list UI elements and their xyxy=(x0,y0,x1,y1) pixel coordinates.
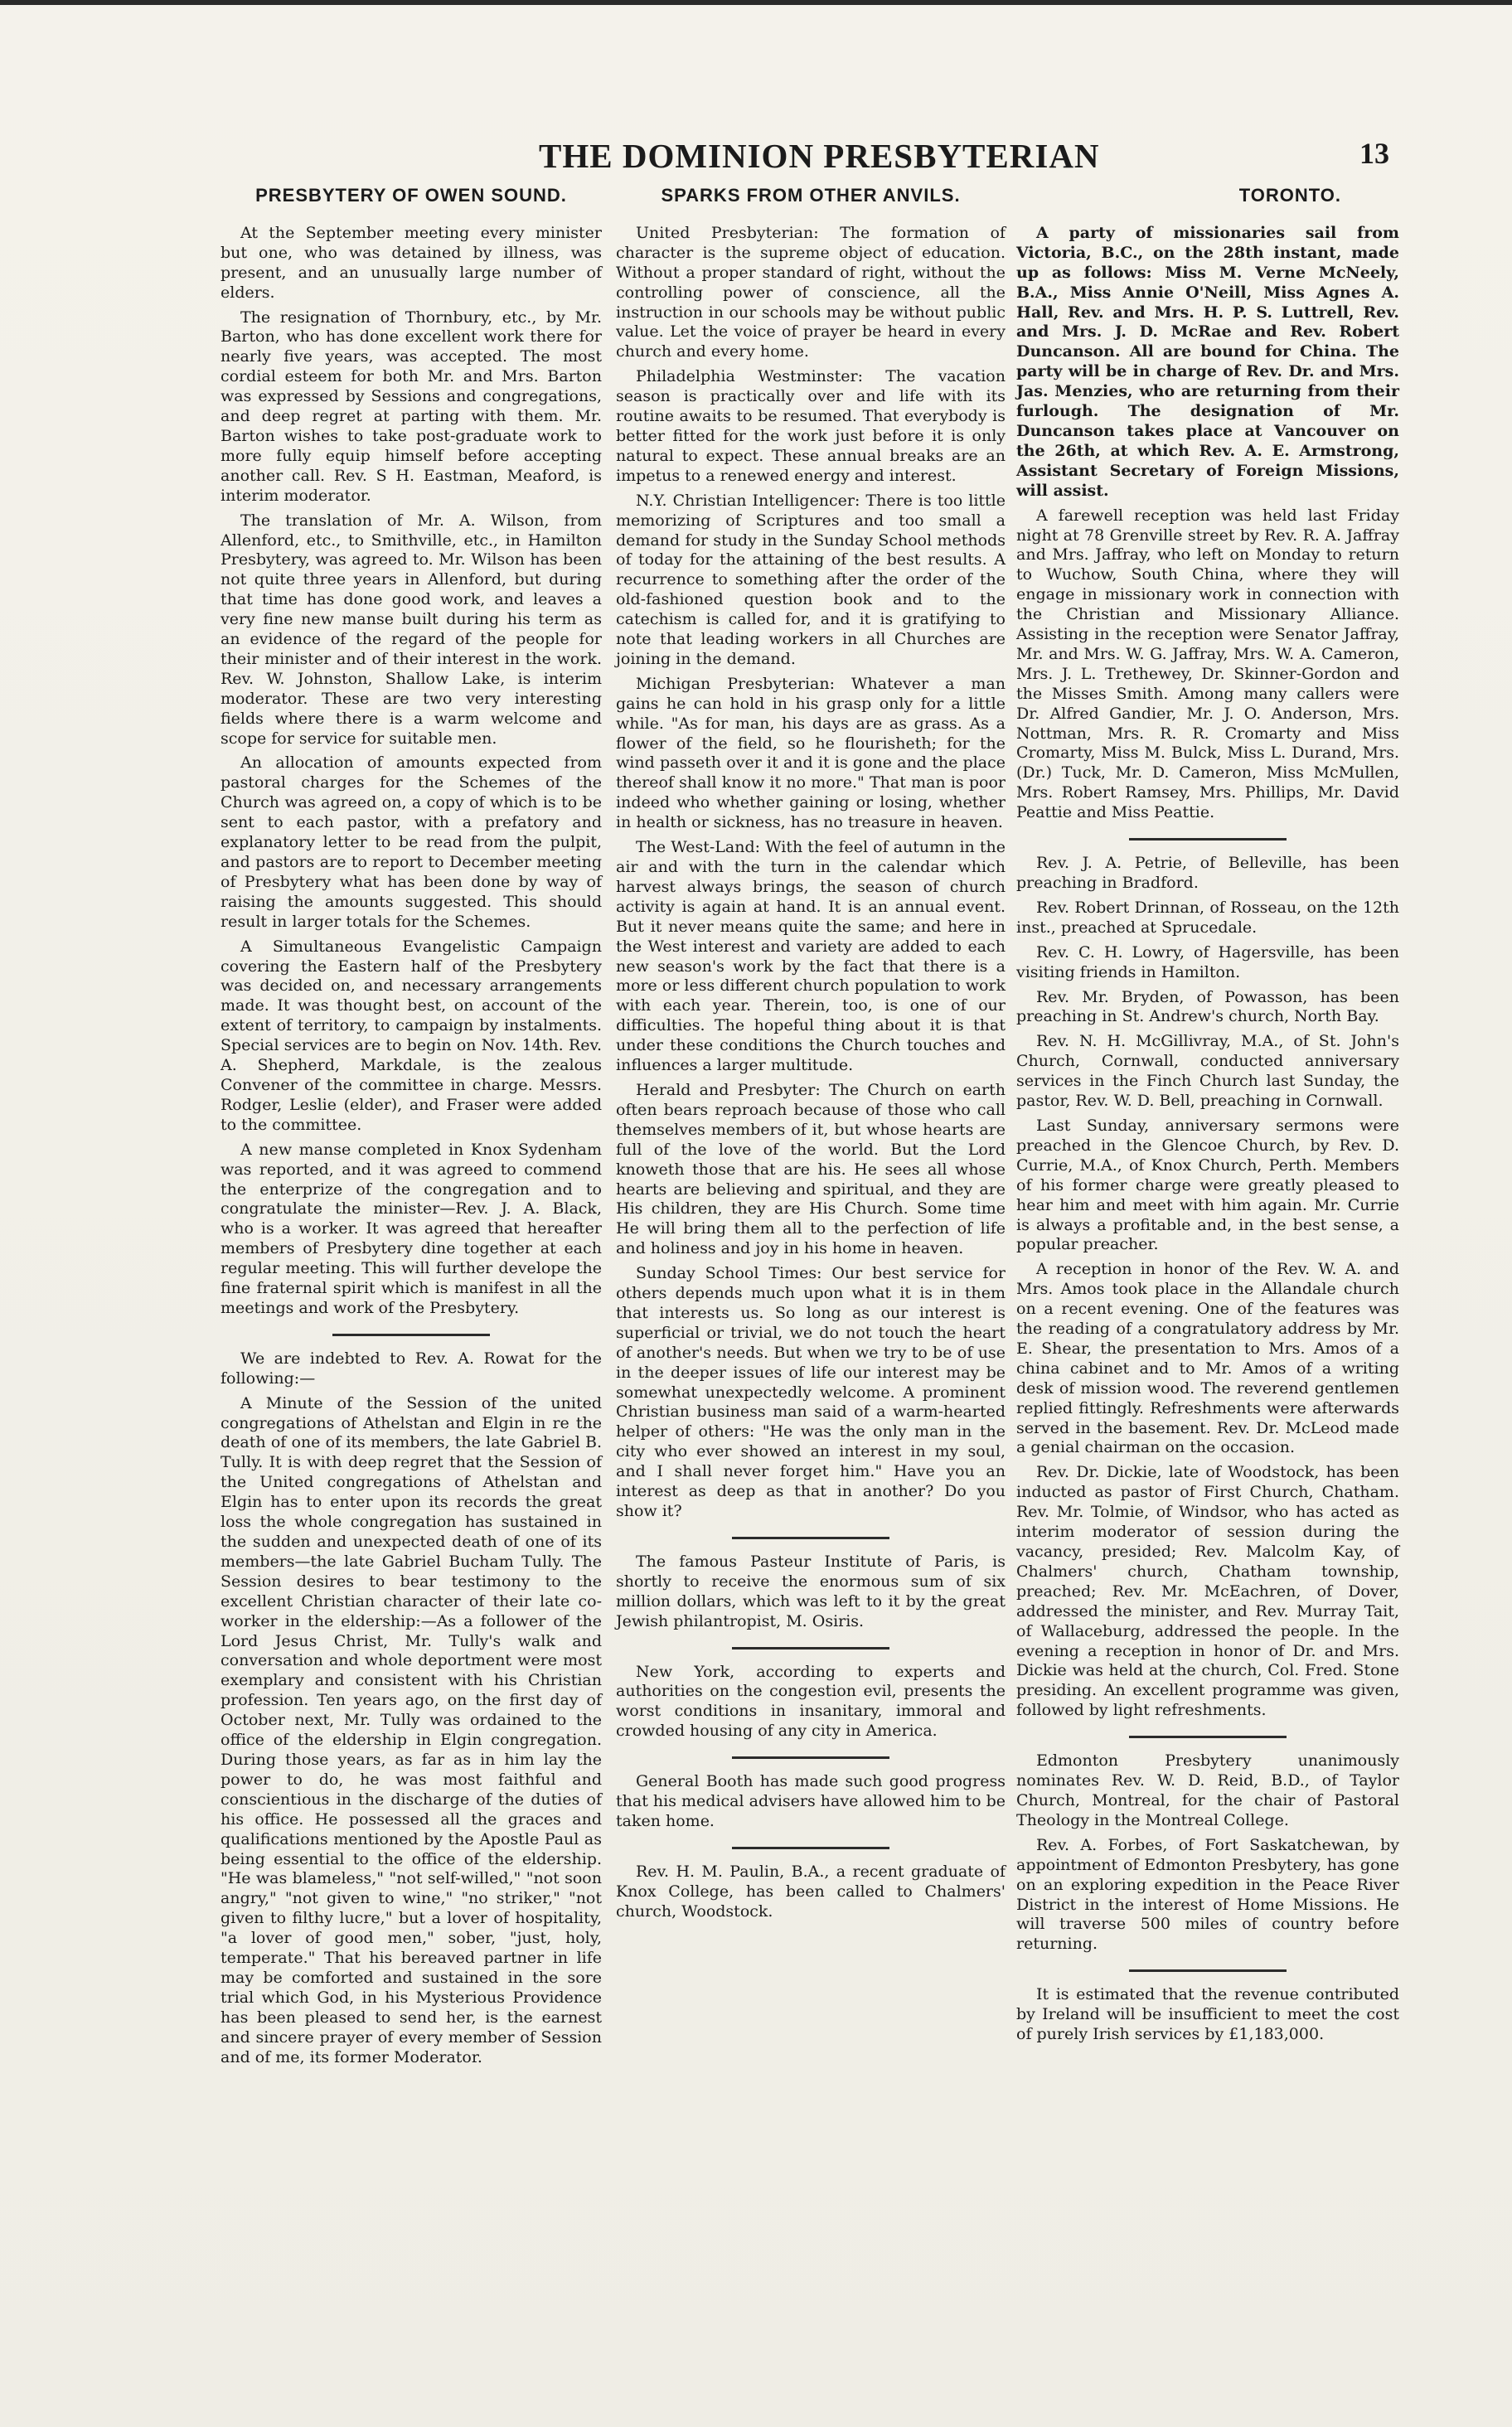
article-paragraph: Rev. C. H. Lowry, of Hagersville, has been visiting friends in Hamilton. xyxy=(1016,942,1399,981)
article-paragraph: Sunday School Times: Our best service for others depends much upon what it is in them that interests us. So long as our interest is superficial or trivial, we do not touch the heart of another's needs. But when we try to be of use in the deeper issues of life our interest may be somewhat unexpectedly welcome. A prominent Christian business man said of a warm-hearted helper of others: "He was the only man in the city who ever showed an interest in my soul, and I shall never forget him." Have you an interest as deep as that in another? Do you show it? xyxy=(616,1264,1006,1520)
article-paragraph: The West-Land: With the feel of autumn in the air and with the turn in the calendar which harvest always brings, the season of church activity is again at hand. It is an annual event. But it never means quite the same; and here in the West interest and variety are added to each new season's work by the fact that there is a more or less different church population to work with each year. Therein, too, is one of our difficulties. The hopeful thing about it is that under these conditions the Church touches and influences a larger multitude. xyxy=(616,838,1006,1075)
article-paragraph: Edmonton Presbytery unanimously nominates Rev. W. D. Reid, B.D., of Taylor Church, Montreal, for the chair of Pastoral Theology in the Montreal College. xyxy=(1016,1751,1399,1829)
article-paragraph: A Minute of the Session of the united congregations of Athelstan and Elgin in re the death of one of its members, the late Gabriel B. Tully. It is with deep regret that the Session of the United congregations of Athelstan and Elgin has to enter upon its records the great loss the whole congregation has sustained in the sudden and unexpected death of one of its members—the late Gabriel Bucham Tully. The Session desires to bear testimony to the excellent Christian character of their late co-worker in the eldership:—As a follower of the Lord Jesus Christ, Mr. Tully's walk and conversation and whole deportment were most exemplary and consistent with his Christian profession. Ten years ago, on the first day of October next, Mr. Tully was ordained to the office of the eldership in Elgin congregation. During those years, as far as in him lay the power to do, he was most faithful and conscientious in the discharge of the duties of his office. He possessed all the graces and qualifications mentioned by the Apostle Paul as being essential to the office of the eldership. "He was blameless," "not self-willed," "not soon angry," "not given to wine," "no striker," "not given to filthy lucre," but a lover of hospitality, "a lover of good men," sober, "just, holy, temperate." That his bereaved partner in life may be comforted and sustained in the sore trial which God, in his Mysterious Providence has been pleased to send her, is the earnest and sincere prayer of every member of Session and of me, its former Moderator. xyxy=(220,1393,602,2066)
article-paragraph: We are indebted to Rev. A. Rowat for the following:— xyxy=(220,1349,602,1388)
article-paragraph: Rev. N. H. McGillivray, M.A., of St. John's Church, Cornwall, conducted anniversary services in the Finch Church last Sunday, the pastor, Rev. W. D. Bell, preaching in Cornwall. xyxy=(1016,1032,1399,1111)
section-divider xyxy=(332,1334,490,1336)
section-divider xyxy=(1129,1736,1287,1738)
column-body xyxy=(616,224,1006,1922)
article-paragraph: Herald and Presbyter: The Church on earth often bears reproach because of those who call themselves members of it, but whose hearts are full of the love of the world. But the Lord knoweth those that are his. He sees all whose hearts are believing and spiritual, and they are His children, they are His Church. Some time He will bring them all to the perfection of life and holiness and joy in his home in heaven. xyxy=(616,1080,1006,1258)
article-paragraph: Philadelphia Westminster: The vacation season is practically over and life with its routine awaits to be resumed. That everybody is better fitted for the work just before it is only natural to expect. These annual breaks are an impetus to a renewed energy and interest. xyxy=(616,367,1006,485)
article-paragraph: A farewell reception was held last Friday night at 78 Grenville street by Rev. R. A. Jaffray and Mrs. Jaffray, who left on Monday to return to Wuchow, South China, where they will engage in missionary work in connection with the Christian and Missionary Alliance. Assisting in the reception were Senator Jaffray, Mr. and Mrs. W. G. Jaffray, Mrs. W. A. Cameron, Mrs. J. L. Trethewey, Dr. Skinner-Gordon and the Misses Smith. Among many callers were Dr. Alfred Gandier, Mr. J. O. Anderson, Mrs. Nottman, Mrs. R. R. Cromarty and Miss Cromarty, Miss M. Bulck, Miss L. Durand, Mrs. (Dr.) Tuck, Mr. D. Cameron, Miss McMullen, Mrs. Robert Ramsey, Mrs. Phillips, Mr. David Peattie and Miss Peattie. xyxy=(1016,506,1399,822)
section-divider xyxy=(732,1847,889,1849)
article-paragraph: New York, according to experts and authorities on the congestion evil, presents the worst conditions in insanitary, immoral and crowded housing of any city in America. xyxy=(616,1662,1006,1741)
column-sparks-from-other-anvils xyxy=(616,186,1006,1927)
article-paragraph: It is estimated that the revenue contributed by Ireland will be insufficient to meet the cost of purely Irish services by £1,183,000. xyxy=(1016,1985,1399,2044)
section-divider xyxy=(732,1537,889,1539)
page-number: 13 xyxy=(1359,137,1389,170)
article-paragraph: A new manse completed in Knox Sydenham was reported, and it was agreed to commend the enterprize of the congregation and to congratulate the minister—Rev. J. A. Black, who is a worker. It was agreed that hereafter members of Presbytery dine together at each regular meeting. This will further develope the fine fraternal spirit which is manifest in all the meetings and work of the Presbytery. xyxy=(220,1140,602,1317)
column-presbytery-owen-sound xyxy=(220,186,602,2072)
column-heading: PRESBYTERY OF OWEN SOUND. xyxy=(255,185,567,206)
scan-edge xyxy=(0,0,1512,5)
column-heading: TORONTO. xyxy=(1238,185,1341,206)
column-body xyxy=(220,224,602,2068)
article-paragraph: General Booth has made such good progress that his medical advisers have allowed him to be taken home. xyxy=(616,1772,1006,1830)
article-paragraph: The translation of Mr. A. Wilson, from Allenford, etc., to Smithville, etc., in Hamilton Presbytery, was agreed to. Mr. Wilson has been not quite three years in Allenford, but during that time has done good work, and leaves a very fine new manse built during his term as an evidence of the regard of the people for their minister and of their interest in the work. Rev. W. Johnston, Shallow Lake, is interim moderator. These are two very interesting fields where there is a warm welcome and scope for service for suitable men. xyxy=(220,511,602,748)
article-paragraph: Rev. Robert Drinnan, of Rosseau, on the 12th inst., preached at Sprucedale. xyxy=(1016,898,1399,937)
article-paragraph: N.Y. Christian Intelligencer: There is too little memorizing of Scriptures and too small a demand for study in the Sunday School methods of today for the attaining of the best results. A recurrence to something after the order of the old-fashioned question book and to the catechism is called for, and it is gratifying to note that leading workers in all Churches are joining in the demand. xyxy=(616,491,1006,668)
article-paragraph: Rev. A. Forbes, of Fort Saskatchewan, by appointment of Edmonton Presbytery, has gone on an exploring expedition in the Peace River District in the interest of Home Missions. He will traverse 500 miles of country before returning. xyxy=(1016,1835,1399,1954)
article-paragraph: Michigan Presbyterian: Whatever a man gains he can hold in his grasp only for a little while. "As for man, his days are as grass. As a flower of the field, so he flourisheth; for the wind passeth over it and it is gone and the place thereof shall know it no more." That man is poor indeed who whether gaining or losing, whether in health or sickness, has no treasure in heaven. xyxy=(616,674,1006,832)
article-paragraph: A party of missionaries sail from Victoria, B.C., on the 28th instant, made up as follows: Miss M. Verne McNeely, B.A., Miss Annie O'Neill, Miss Agnes A. Hall, Rev. and Mrs. H. P. S. Luttrell, Rev. and Mrs. J. D. McRae and Rev. Robert Duncanson. All are bound for China. The party will be in charge of Rev. Dr. and Mrs. Jas. Menzies, who are returning from their furlough. The designation of Mr. Duncanson takes place at Vancouver on the 26th, at which Rev. A. E. Armstrong, Assistant Secretary of Foreign Missions, will assist. xyxy=(1016,223,1399,500)
article-paragraph: An allocation of amounts expected from pastoral charges for the Schemes of the Church was agreed on, a copy of which is to be sent to each pastor, with a prefatory and explanatory letter to be read from the pulpit, and pastors are to report to December meeting of Presbytery what has been done by way of raising the amounts suggested. This should result in larger totals for the Schemes. xyxy=(220,753,602,931)
section-divider xyxy=(732,1647,889,1649)
article-paragraph: Rev. Mr. Bryden, of Powasson, has been preaching in St. Andrew's church, North Bay. xyxy=(1016,987,1399,1026)
article-paragraph: Last Sunday, anniversary sermons were preached in the Glencoe Church, by Rev. D. Currie, M.A., of Knox Church, Perth. Members of his former charge were greatly pleased to hear him and meet with him again. Mr. Currie is always a profitable and, in the best sense, a popular preacher. xyxy=(1016,1116,1399,1254)
article-paragraph: At the September meeting every minister but one, who was detained by illness, was present, and an unusually large number of elders. xyxy=(220,223,602,302)
article-paragraph: The famous Pasteur Institute of Paris, is shortly to receive the enormous sum of six million dollars, which was left to it by the great Jewish philantropist, M. Osiris. xyxy=(616,1552,1006,1630)
article-paragraph: A Simultaneous Evangelistic Campaign covering the Eastern half of the Presbytery was decided on, and necessary arrangements made. It was thought best, on account of the extent of territory, to campaign by instalments. Special services are to begin on Nov. 14th. Rev. A. Shepherd, Markdale, is the zealous Convener of the committee in charge. Messrs. Rodger, Leslie (elder), and Fraser were added to the committee. xyxy=(220,937,602,1134)
section-divider xyxy=(1129,1969,1287,1972)
article-paragraph: Rev. H. M. Paulin, B.A., a recent graduate of Knox College, has been called to Chalmers' church, Woodstock. xyxy=(616,1862,1006,1921)
article-paragraph: A reception in honor of the Rev. W. A. and Mrs. Amos took place in the Allandale church on a recent evening. One of the features was the reading of a congratulatory address by Mr. E. Shear, the presentation to Mrs. Amos of a china cabinet and to Mr. Amos of a writing desk of mission wood. The reverend gentlemen replied fittingly. Refreshments were afterwards served in the basement. Rev. Dr. McLeod made a genial chairman on the occasion. xyxy=(1016,1260,1399,1457)
article-paragraph: The resignation of Thornbury, etc., by Mr. Barton, who has done excellent work there for nearly five years, was accepted. The most cordial esteem for both Mr. and Mrs. Barton was expressed by Sessions and congregations, and deep regret at parting with them. Mr. Barton wishes to take post-graduate work to more fully equip himself before accepting another call. Rev. S H. Eastman, Meaford, is interim moderator. xyxy=(220,308,602,505)
article-paragraph: Rev. J. A. Petrie, of Belleville, has been preaching in Bradford. xyxy=(1016,854,1399,892)
article-paragraph: United Presbyterian: The formation of character is the supreme object of education. Without a proper standard of right, without the controlling power of conscience, all the instruction in our schools may be without public value. Let the voice of prayer be heard in every church and every home. xyxy=(616,223,1006,361)
column-toronto xyxy=(1016,186,1399,2050)
section-divider xyxy=(732,1756,889,1759)
column-heading: SPARKS FROM OTHER ANVILS. xyxy=(661,185,961,206)
article-paragraph: Rev. Dr. Dickie, late of Woodstock, has been inducted as pastor of First Church, Chatham. Rev. Mr. Tolmie, of Windsor, who has acted as interim moderator of session during the vacancy, presided; Rev. Malcolm Kay, of Chalmers' church, Chatham township, preached; Rev. Mr. McEachren, of Dover, addressed the minister, and Rev. Murray Tait, of Wallaceburg, addressed the people. In the evening a reception in honor of Dr. and Mrs. Dickie was held at the church, Col. Fred. Stone presiding. An excellent programme was given, followed by light refreshments. xyxy=(1016,1463,1399,1720)
column-body xyxy=(1016,224,1399,2045)
masthead-title: THE DOMINION PRESBYTERIAN xyxy=(539,137,1100,175)
section-divider xyxy=(1129,838,1287,840)
